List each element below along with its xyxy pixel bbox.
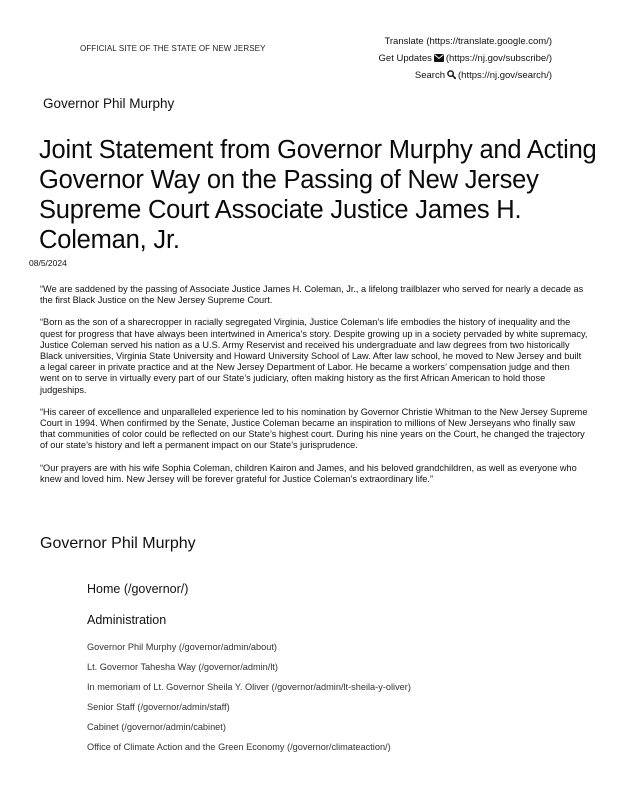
footer-administration-heading: Administration [87,613,167,627]
get-updates-label: Get Updates [378,52,432,64]
official-site-banner: OFFICIAL SITE OF THE STATE OF NEW JERSEY [80,44,266,53]
administration-list [87,640,411,761]
article-title: Joint Statement from Governor Murphy and Acting Governor Way on the Passing of New Jersey Supreme Court Associate Justice James H. Coleman, Jr. [39,136,597,254]
article-body [40,284,588,496]
search-url: (https://nj.gov/search/) [458,70,552,81]
article-paragraph: “Our prayers are with his wife Sophia Coleman, children Kairon and James, and his beloved grandchildren, as well as everyone who knew and loved him. New Jersey will be forever grateful for Justice Coleman’s extraordinary life.” [40,462,577,484]
search-link[interactable] [379,68,552,86]
article-paragraph: “Born as the son of a sharecropper in racially segregated Virginia, Justice Coleman’s life embodies the history of inequality and the quest for progress that have always been intertwined in America’s story. Despite growing up in a society pervaded by white supremacy, Justice Coleman served his nation as a U.S. Army Reservist and received his undergraduate and law degrees from two historically Black universities, Virginia State University and Howard University School of Law. After law school, he moved to New Jersey and built a legal career in private practice and at the New Jersey Department of Labor. He became a workers’ compensation judge and then went on to serve in virtually every part of our State’s judiciary, often making history as the first African American to hold those judgeships. [40,317,588,395]
admin-link-senior-staff[interactable]: Senior Staff (/governor/admin/staff) [87,702,230,713]
admin-link-climate-office[interactable]: Office of Climate Action and the Green Economy (/governor/climateaction/) [87,742,391,753]
admin-link-cabinet[interactable]: Cabinet (/governor/admin/cabinet) [87,722,226,733]
utility-links [379,34,552,86]
get-updates-link[interactable] [379,51,552,69]
translate-link[interactable]: Translate (https://translate.google.com/) [384,36,552,47]
magnifier-icon [447,69,456,86]
admin-link-lt-governor[interactable]: Lt. Governor Tahesha Way (/governor/admin/lt) [87,662,278,673]
footer-home-link[interactable]: Home (/governor/) [87,582,189,596]
admin-link-in-memoriam[interactable]: In memoriam of Lt. Governor Sheila Y. Oliver (/governor/admin/lt-sheila-y-oliver) [87,682,411,693]
envelope-icon [434,52,444,69]
get-updates-url: (https://nj.gov/subscribe/) [445,52,552,64]
footer-brand[interactable]: Governor Phil Murphy [40,535,196,552]
article-date: 08/5/2024 [29,258,67,268]
search-label: Search [414,70,446,81]
article-paragraph: “We are saddened by the passing of Associate Justice James H. Coleman, Jr., a lifelong trailblazer who served for nearly a decade as the first Black Justice on the New Jersey Supreme Court. [40,284,584,306]
site-brand[interactable]: Governor Phil Murphy [43,96,175,111]
admin-link-governor[interactable]: Governor Phil Murphy (/governor/admin/about) [87,642,277,652]
article-paragraph: “His career of excellence and unparalleled experience led to his nomination by Governor Christie Whitman to the New Jersey Supreme Court in 1994. When confirmed by the Senate, Justice Coleman became an inspiration to millions of New Jerseyans who finally saw that communities of color could be reflected on our State’s highest court. During his nine years on the Court, he changed the trajectory of our state’s history and left a permanent impact on our State’s jurisprudence. [40,406,588,451]
